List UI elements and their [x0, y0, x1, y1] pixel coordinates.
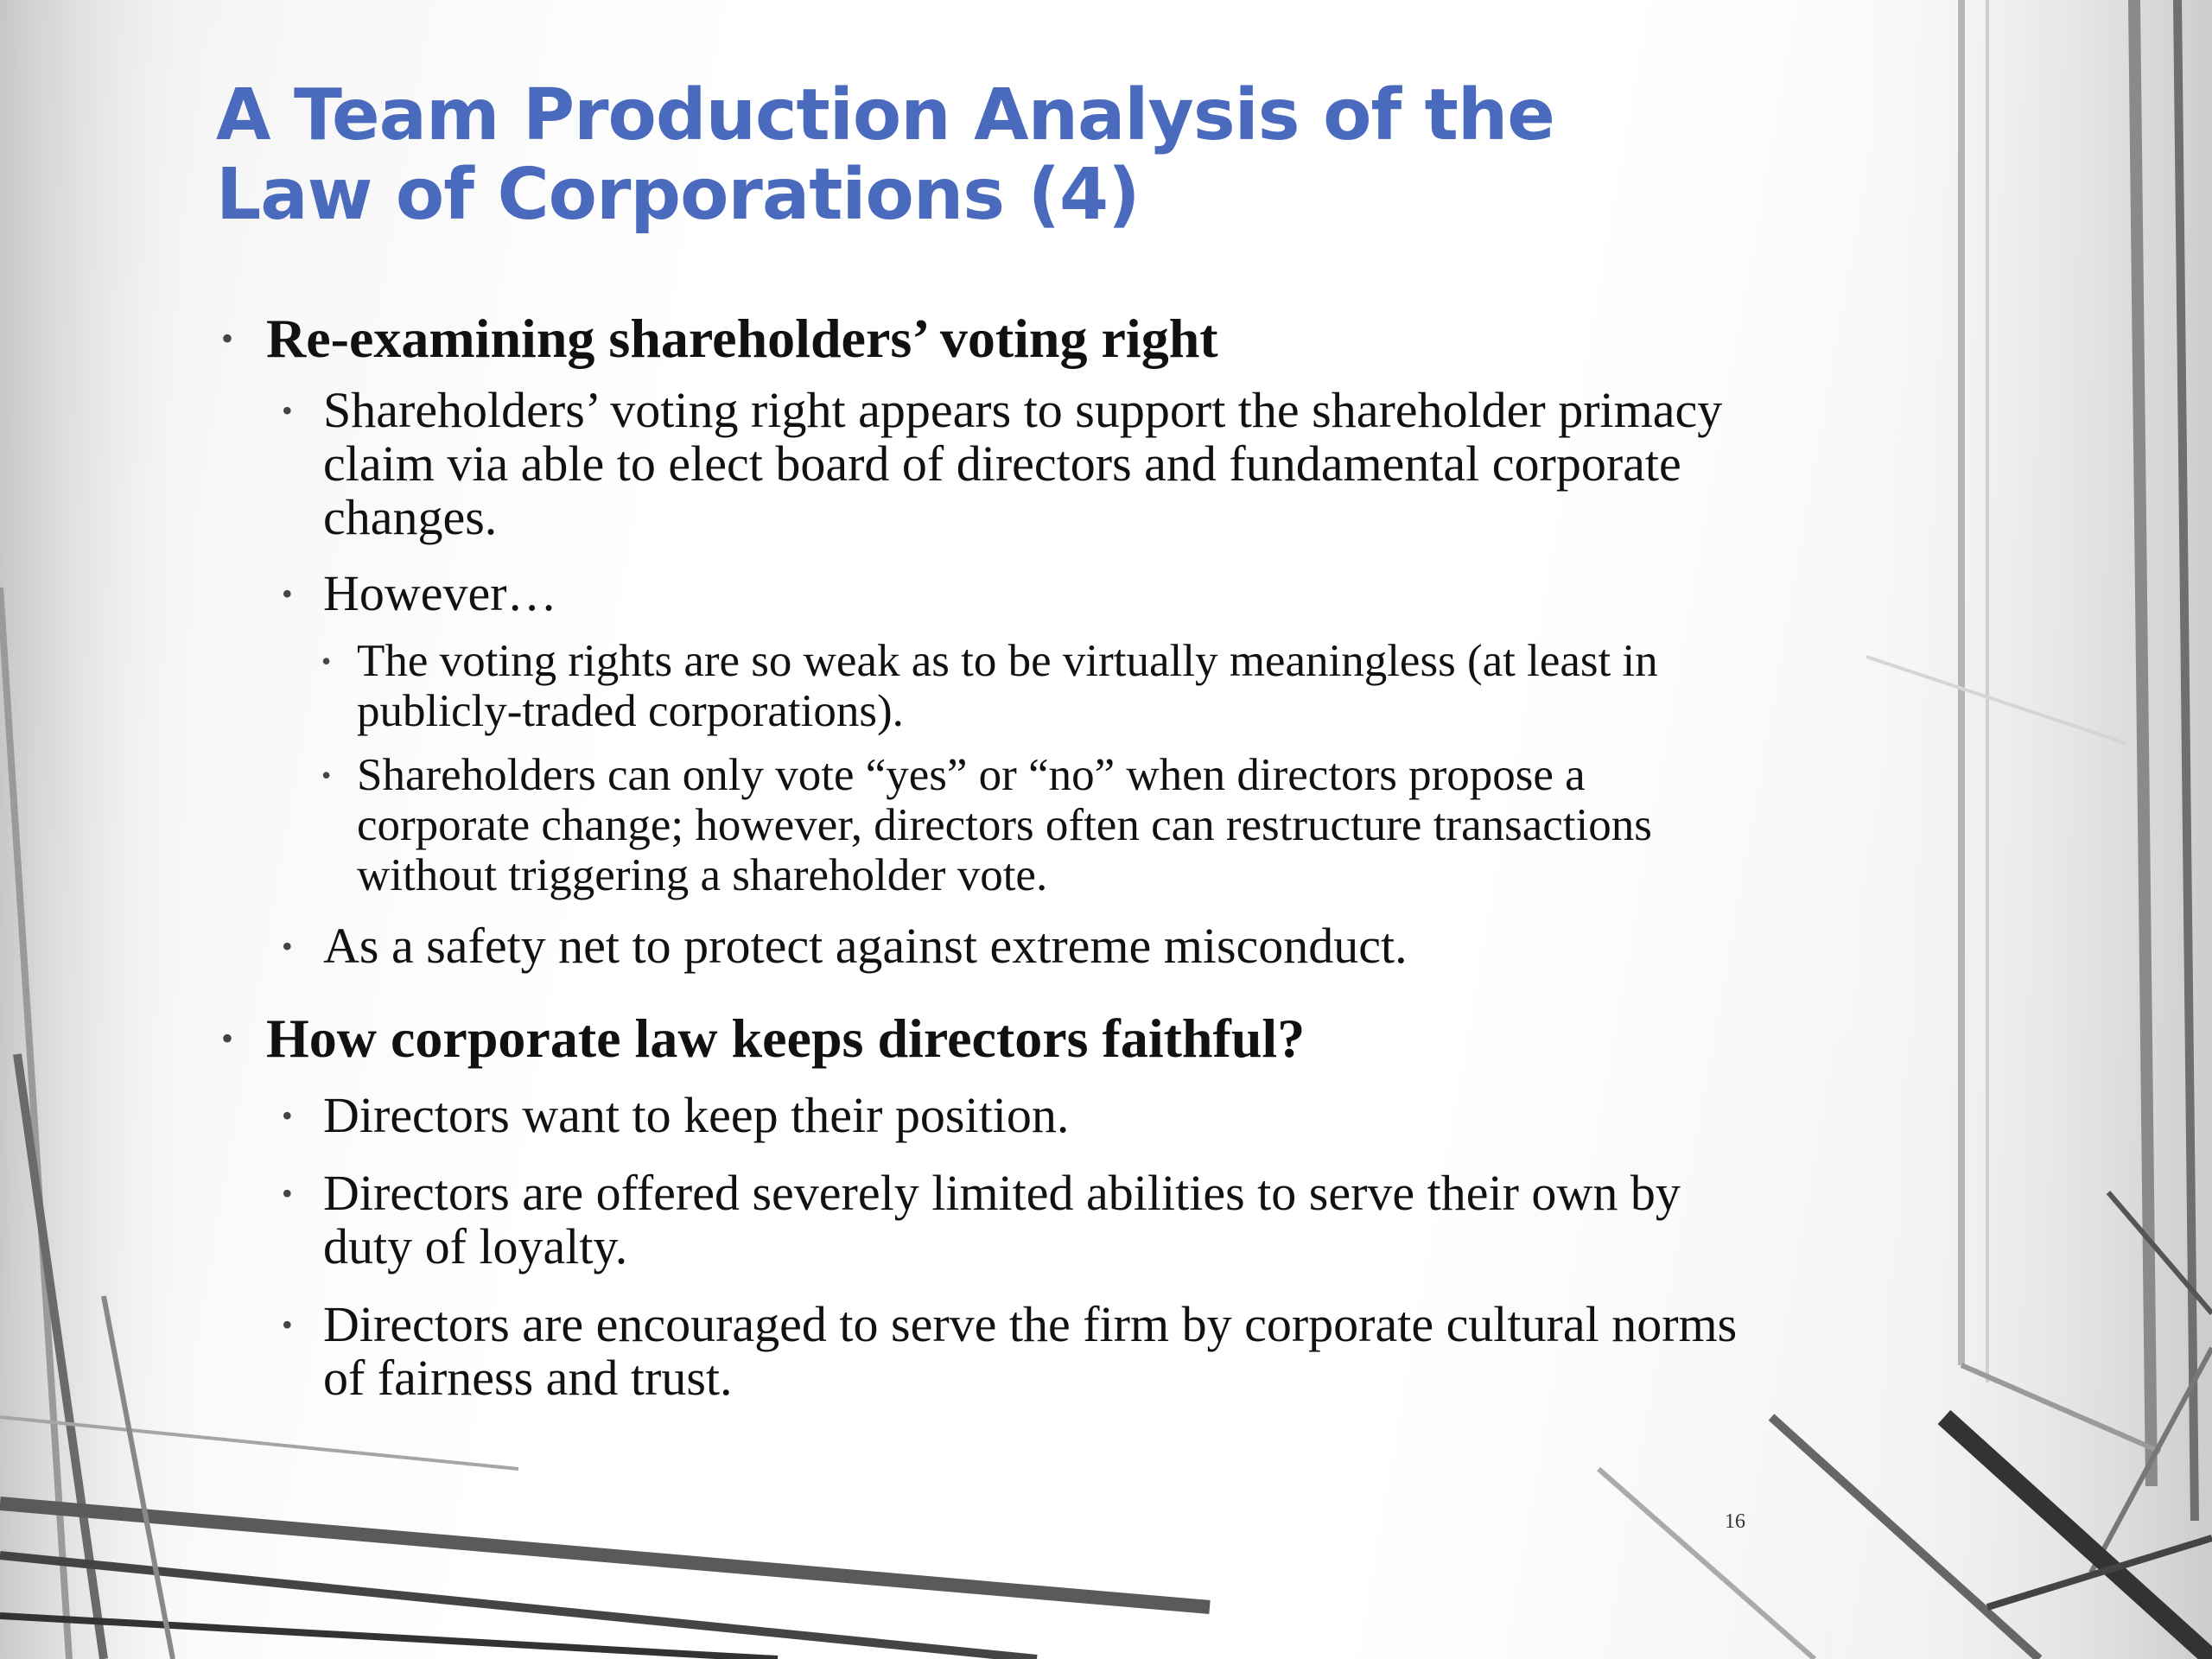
- sub-list-item-text: Shareholders can only vote “yes” or “no” when directors propose a corporate change; however, directors often can restructure transactions without triggering a shareholder vote.: [357, 750, 1652, 900]
- list-item-text: Directors are offered severely limited abilities to serve their own by duty of loyalty.: [323, 1165, 1681, 1274]
- list-item: [216, 919, 1754, 973]
- bullet-icon: •: [321, 760, 332, 791]
- section-heading-text: Re-examining shareholders’ voting right: [266, 308, 1218, 369]
- list-item-text: Directors want to keep their position.: [323, 1087, 1070, 1143]
- bullet-icon: •: [282, 576, 293, 611]
- bullet-icon: •: [282, 929, 293, 963]
- bullet-icon: •: [282, 1098, 293, 1133]
- bullet-icon: •: [221, 319, 234, 358]
- bullet-icon: •: [282, 1307, 293, 1342]
- section-heading-directors: [216, 1009, 1754, 1068]
- section-heading-text: How corporate law keeps directors faithful?: [266, 1007, 1306, 1069]
- list-item: [216, 567, 1754, 620]
- slide-body: [216, 309, 1754, 1405]
- bullet-icon: •: [282, 393, 293, 428]
- sub-list-item: [216, 636, 1754, 736]
- title-line-2: Law of Corporations (4): [216, 154, 1140, 236]
- section-heading-voting: [216, 309, 1754, 368]
- list-item: [216, 1166, 1754, 1274]
- list-item: [216, 1298, 1754, 1405]
- list-item: [216, 384, 1754, 544]
- bullet-icon: •: [282, 1176, 293, 1211]
- title-line-1: A Team Production Analysis of the: [216, 74, 1554, 156]
- list-item-text: As a safety net to protect against extreme misconduct.: [323, 918, 1408, 974]
- bullet-icon: •: [221, 1019, 234, 1058]
- list-item-text: Directors are encouraged to serve the firm by corporate cultural norms of fairness and trust.: [323, 1296, 1738, 1406]
- list-item: [216, 1089, 1754, 1142]
- list-item-text: However…: [323, 565, 557, 621]
- bullet-icon: •: [321, 645, 332, 677]
- slide-title: [216, 76, 1771, 235]
- sub-list-item-text: The voting rights are so weak as to be virtually meaningless (at least in publicly-traded corporations).: [357, 636, 1658, 736]
- page-number: 16: [1725, 1510, 1745, 1533]
- list-item-text: Shareholders’ voting right appears to support the shareholder primacy claim via able to elect board of directors and fundamental corporate changes.: [323, 382, 1723, 545]
- sub-list-item: [216, 750, 1754, 900]
